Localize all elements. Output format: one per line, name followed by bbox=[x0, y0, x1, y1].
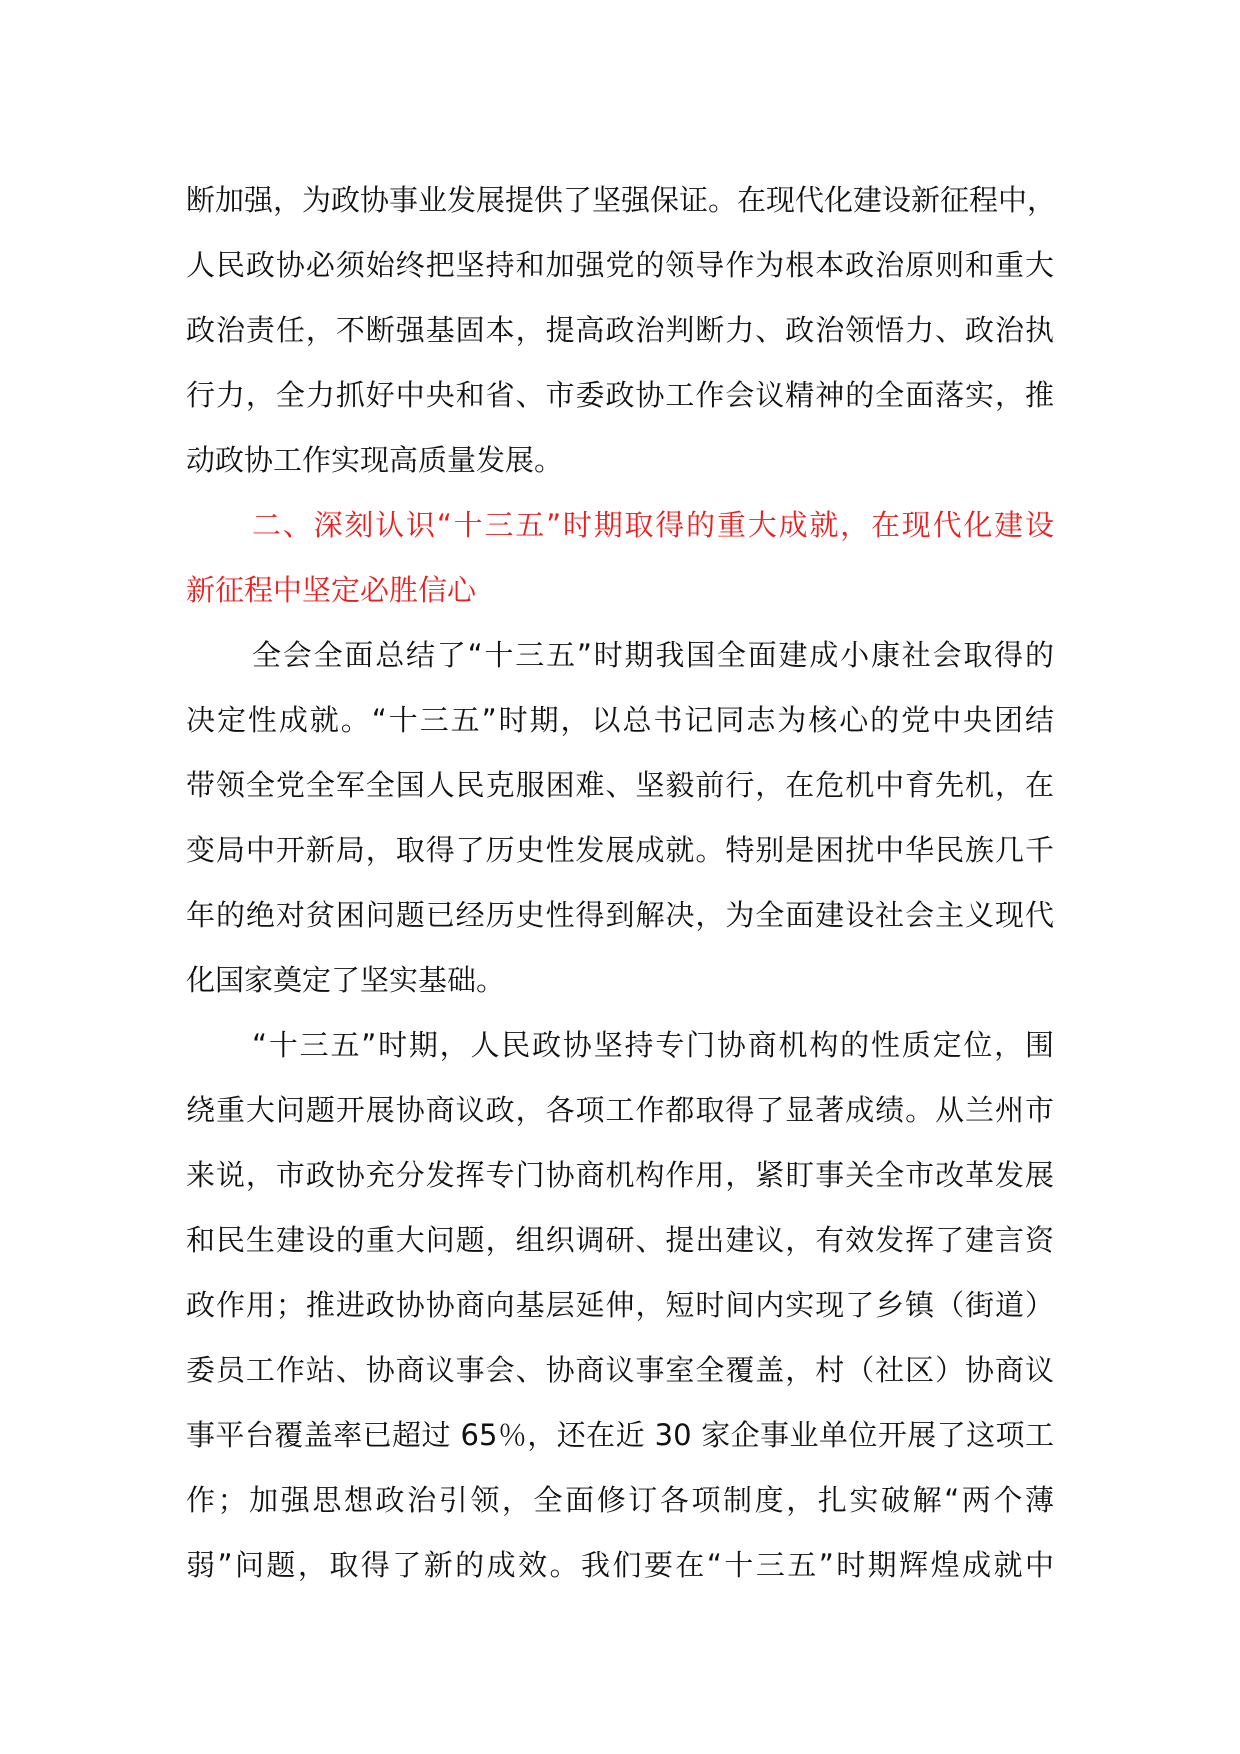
text-line: 带领全党全军全国人民克服困难、坚毅前行，在危机中育先机，在 bbox=[186, 768, 1054, 802]
text-line: 决定性成就。“十三五”时期，以总书记同志为核心的党中央团结 bbox=[186, 703, 1054, 737]
paragraph-achievements bbox=[186, 623, 1054, 1013]
text-line: 全会全面总结了“十三五”时期我国全面建成小康社会取得的 bbox=[252, 638, 1054, 672]
text-line: 政作用；推进政协协商向基层延伸，短时间内实现了乡镇（街道） bbox=[186, 1288, 1054, 1322]
text-line: 年的绝对贫困问题已经历史性得到解决，为全面建设社会主义现代 bbox=[186, 898, 1054, 932]
text-line: 人民政协必须始终把坚持和加强党的领导作为根本政治原则和重大 bbox=[186, 248, 1054, 282]
text-line: 绕重大问题开展协商议政，各项工作都取得了显著成绩。从兰州市 bbox=[186, 1093, 1054, 1127]
text-line: 断加强，为政协事业发展提供了坚强保证。在现代化建设新征程中， bbox=[186, 183, 1057, 217]
heading-line: 二、深刻认识“十三五”时期取得的重大成就，在现代化建设 bbox=[252, 508, 1054, 542]
text-line: 动政协工作实现高质量发展。 bbox=[186, 443, 564, 477]
text-line: 事平台覆盖率已超过 65％，还在近 30 家企事业单位开展了这项工 bbox=[186, 1418, 1054, 1452]
text-line: 弱”问题，取得了新的成效。我们要在“十三五”时期辉煌成就中 bbox=[186, 1548, 1054, 1582]
paragraph-cppcc-work bbox=[186, 1013, 1054, 1598]
heading-line: 新征程中坚定必胜信心 bbox=[186, 573, 477, 607]
text-line: 和民生建设的重大问题，组织调研、提出建议，有效发挥了建言资 bbox=[186, 1223, 1054, 1257]
text-line: 变局中开新局，取得了历史性发展成就。特别是困扰中华民族几千 bbox=[186, 833, 1054, 867]
text-line: 政治责任，不断强基固本，提高政治判断力、政治领悟力、政治执 bbox=[186, 313, 1054, 347]
text-line: 作；加强思想政治引领，全面修订各项制度，扎实破解“两个薄 bbox=[186, 1483, 1054, 1517]
text-line: 委员工作站、协商议事会、协商议事室全覆盖，村（社区）协商议 bbox=[186, 1353, 1054, 1387]
text-line: “十三五”时期，人民政协坚持专门协商机构的性质定位，围 bbox=[252, 1028, 1054, 1062]
paragraph-party-leadership bbox=[186, 168, 1057, 493]
text-line: 行力，全力抓好中央和省、市委政协工作会议精神的全面落实，推 bbox=[186, 378, 1054, 412]
text-line: 来说，市政协充分发挥专门协商机构作用，紧盯事关全市改革发展 bbox=[186, 1158, 1054, 1192]
document-body bbox=[186, 168, 1057, 1598]
section-heading bbox=[186, 493, 1054, 623]
text-line: 化国家奠定了坚实基础。 bbox=[186, 963, 506, 997]
